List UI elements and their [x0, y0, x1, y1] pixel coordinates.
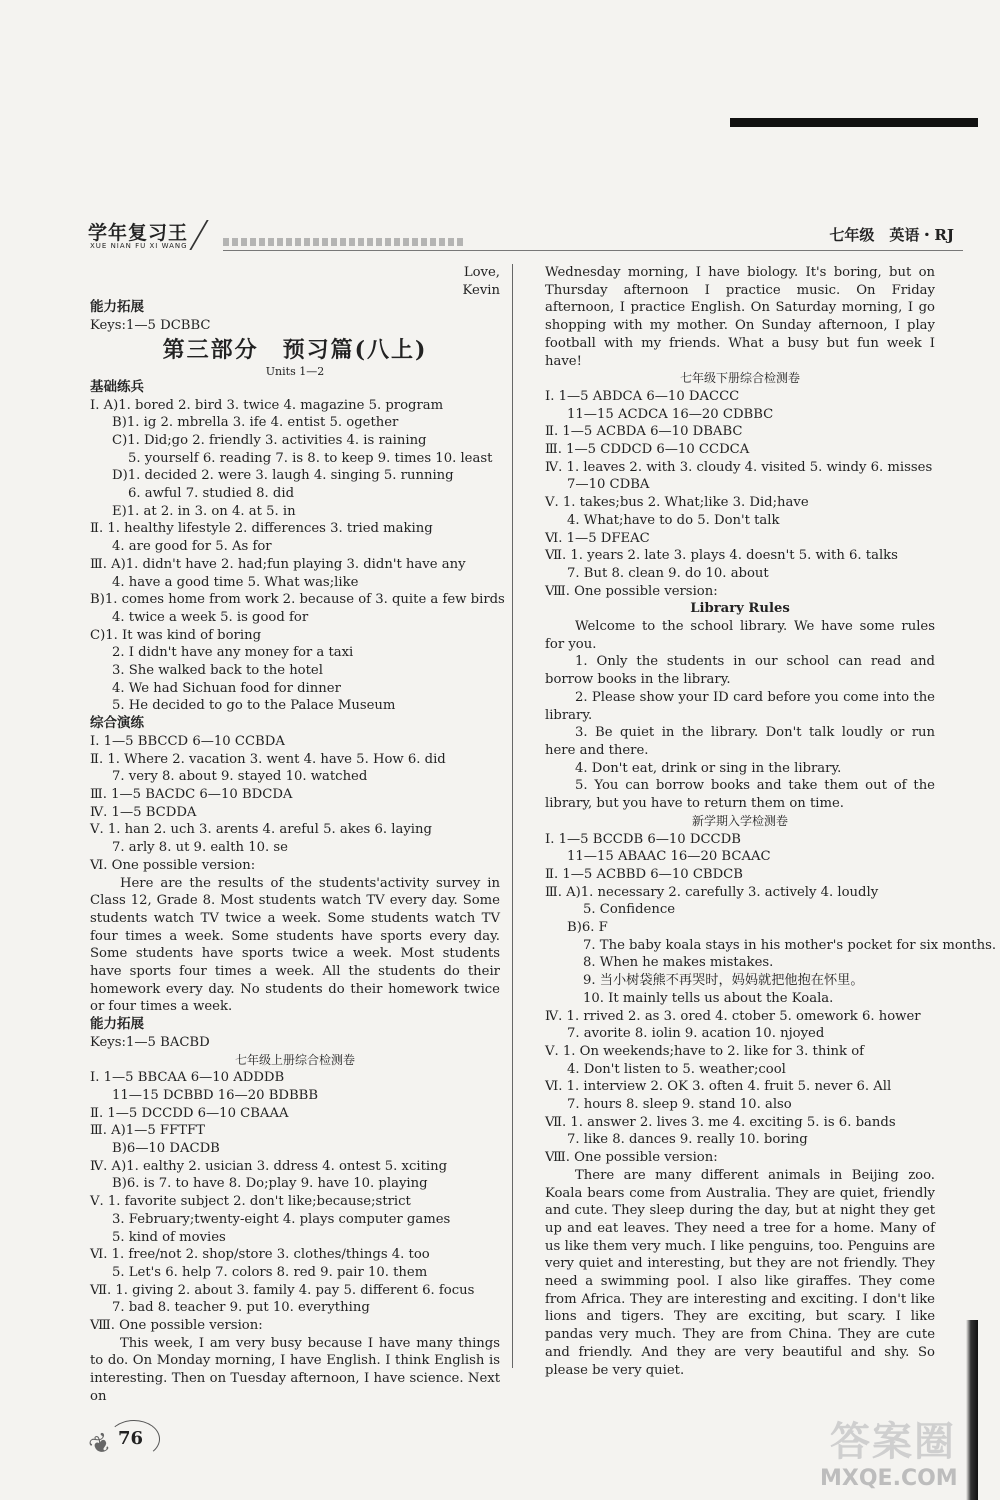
- answer-line: 6. awful 7. studied 8. did: [128, 486, 295, 502]
- site-watermark: [820, 1410, 990, 1495]
- answer-line: Ⅱ. 1—5 ACBDA 6—10 DBABC: [545, 424, 743, 440]
- answer-line: 7. But 8. clean 9. do 10. about: [567, 565, 769, 581]
- answer-line: 3. She walked back to the hotel: [112, 663, 323, 679]
- answer-line: Ⅶ. 1. answer 2. lives 3. me 4. exciting 5. is 6. bands: [545, 1114, 896, 1130]
- essay-paragraph: Welcome to the school library. We have some rules for you.: [545, 619, 935, 652]
- essay-paragraph: 3. Be quiet in the library. Don't talk loudly or run here and there.: [545, 725, 935, 758]
- grade-subject-label: 七年级 英语・RJ: [829, 226, 954, 244]
- page-number-badge: [83, 1420, 160, 1464]
- answer-line: C)1. It was kind of boring: [90, 627, 262, 643]
- answer-line: 11—15 DCBBD 16—20 BDBBB: [112, 1087, 319, 1103]
- page-header: [88, 218, 966, 252]
- answer-line: 7—10 CDBA: [567, 477, 650, 493]
- answer-line: 7. avorite 8. iolin 9. acation 10. njoyed: [567, 1026, 825, 1042]
- answer-line: 7. The baby koala stays in his mother's pocket for six months.: [583, 937, 997, 953]
- answer-line: B)6. F: [567, 920, 608, 936]
- answer-line: 4. have a good time 5. What was;like: [112, 574, 359, 590]
- answer-line: Ⅰ. 1—5 ABDCA 6—10 DACCC: [545, 388, 740, 404]
- section-heading: 综合演练: [90, 715, 144, 732]
- answer-line: B)1. comes home from work 2. because of 3. quite a few birds: [90, 592, 505, 608]
- answer-line: 3. February;twenty-eight 4. plays computer games: [112, 1211, 451, 1227]
- left-answer-column: [90, 264, 505, 1406]
- leaf-icon: ❦: [83, 1426, 118, 1464]
- answer-line: Ⅶ. 1. years 2. late 3. plays 4. doesn't 5. with 6. talks: [545, 548, 898, 564]
- answer-line: Ⅲ. 1—5 BACDC 6—10 BDCDA: [90, 786, 293, 802]
- watermark-logo-text: 答案圈: [830, 1419, 956, 1465]
- section-heading: 基础练兵: [90, 378, 144, 395]
- answer-line: 8. When he makes mistakes.: [583, 955, 774, 971]
- answer-line: Ⅰ. 1—5 BBCCD 6—10 CCBDA: [90, 733, 285, 749]
- answer-line: Ⅴ. 1. favorite subject 2. don't like;because;strict: [90, 1194, 411, 1210]
- page-number: 76: [118, 1428, 144, 1449]
- test-title: 新学期入学检测卷: [691, 813, 788, 828]
- essay-paragraph: 2. Please show your ID card before you come into the library.: [545, 689, 935, 723]
- answer-line: 4. Don't listen to 5. weather;cool: [567, 1061, 786, 1077]
- page-edge-shadow: [966, 1320, 978, 1500]
- answer-line: Ⅰ. 1—5 BBCAA 6—10 ADDDB: [90, 1070, 285, 1086]
- book-logo: 学年复习王: [88, 222, 189, 244]
- answer-line: 4. are good for 5. As for: [112, 539, 272, 555]
- answer-line: 7. like 8. dances 9. really 10. boring: [567, 1132, 808, 1148]
- essay-paragraph: 1. Only the students in our school can read and borrow books in the library.: [545, 654, 935, 688]
- answer-line: Ⅲ. 1—5 CDDCD 6—10 CCDCA: [545, 442, 750, 458]
- answer-line: 10. It mainly tells us about the Koala.: [583, 990, 834, 1006]
- answer-line: Ⅶ. 1. giving 2. about 3. family 4. pay 5. different 6. focus: [90, 1282, 475, 1298]
- answer-line: E)1. at 2. in 3. on 4. at 5. in: [112, 503, 296, 519]
- answer-line: 7. arly 8. ut 9. ealth 10. se: [112, 840, 288, 856]
- answer-line: D)1. decided 2. were 3. laugh 4. singing 5. running: [112, 468, 454, 484]
- answer-line: 5. Confidence: [583, 902, 676, 918]
- answer-line: Ⅵ. 1. interview 2. OK 3. often 4. fruit 5. never 6. All: [545, 1079, 892, 1095]
- top-edge-bar: [730, 118, 978, 127]
- answer-line: 9. 当小树袋熊不再哭时，妈妈就把他抱在怀里。: [583, 973, 864, 989]
- answer-line: B)6—10 DACDB: [112, 1141, 220, 1157]
- letter-signoff: Love,: [463, 265, 500, 280]
- test-title: 七年级下册综合检测卷: [679, 371, 800, 386]
- answer-line: Ⅱ. 1—5 DCCDD 6—10 CBAAA: [90, 1105, 289, 1121]
- answer-line: 7. very 8. about 9. stayed 10. watched: [112, 769, 368, 785]
- answer-line: 11—15 ABAAC 16—20 BCAAC: [567, 849, 771, 865]
- answer-line: Keys:1—5 DCBBC: [90, 318, 211, 334]
- answer-line: Ⅴ. 1. han 2. uch 3. arents 4. areful 5. akes 6. laying: [90, 822, 432, 838]
- units-subtitle: Units 1—2: [265, 364, 325, 378]
- answer-line: Ⅷ. One possible version:: [545, 1150, 718, 1166]
- answer-line: C)1. Did;go 2. friendly 3. activities 4. is raining: [112, 432, 427, 448]
- answer-line: 4. twice a week 5. is good for: [112, 609, 309, 625]
- answer-line: Ⅰ. 1—5 BCCDB 6—10 DCCDB: [545, 831, 741, 847]
- answer-line: 5. kind of movies: [112, 1229, 226, 1245]
- answer-line: Ⅳ. 1—5 BCDDA: [90, 804, 197, 820]
- answer-line: Ⅵ. 1. free/not 2. shop/store 3. clothes/things 4. too: [90, 1247, 430, 1263]
- answer-line: B)6. is 7. to have 8. Do;play 9. have 10. playing: [112, 1176, 428, 1192]
- letter-signoff: Kevin: [462, 282, 500, 298]
- answer-line: Ⅲ. A)1. didn't have 2. had;fun playing 3. didn't have any: [90, 556, 466, 572]
- answer-line: 7. bad 8. teacher 9. put 10. everything: [112, 1300, 370, 1316]
- answer-line: Ⅳ. 1. rrived 2. as 3. ored 4. ctober 5. omework 6. hower: [545, 1008, 921, 1024]
- section-heading: 能力拓展: [90, 299, 144, 316]
- answer-line: Ⅰ. A)1. bored 2. bird 3. twice 4. magazine 5. program: [90, 397, 444, 413]
- answer-line: Ⅱ. 1. Where 2. vacation 3. went 4. have 5. How 6. did: [90, 751, 446, 767]
- column-divider: [512, 264, 513, 1368]
- answer-line: Ⅳ. A)1. ealthy 2. usician 3. ddress 4. ontest 5. xciting: [90, 1158, 448, 1174]
- section-heading: 能力拓展: [90, 1016, 144, 1033]
- answer-line: 5. Let's 6. help 7. colors 8. red 9. pair 10. them: [112, 1264, 428, 1280]
- logo-slash-decoration: [189, 220, 208, 250]
- answer-line: 5. He decided to go to the Palace Museum: [112, 698, 396, 714]
- answer-line: Ⅷ. One possible version:: [90, 1318, 263, 1334]
- watermark-url: MXQE.COM: [820, 1466, 958, 1491]
- answer-line: Ⅵ. One possible version:: [90, 857, 256, 873]
- essay-paragraph: This week, I am very busy because I have many things to do. On Monday morning, I have English. I think English is interesting. Then on Tuesday afternoon, I have science. Next on: [90, 1335, 500, 1404]
- essay-paragraph: Here are the results of the students'activity survey in Class 12, Grade 8. Most students watch TV every day. Some students watch TV twice a week. Some students watch TV four times a week. Some students have sports every day. Some students have sports twice a week. Most students have sports four times a week. All the students do their homework every day. No students do their homework twice or four times a week.: [90, 875, 500, 1015]
- answer-line: 7. hours 8. sleep 9. stand 10. also: [567, 1097, 792, 1113]
- essay-paragraph: Wednesday morning, I have biology. It's boring, but on Thursday afternoon I practice music. On Friday afternoon, I practice English. On Saturday morning, I go shopping with my mother. On Sunday afternoon, I play football with my friends. What a busy but fun week I have!: [545, 265, 935, 369]
- essay-paragraph: 5. You can borrow books and take them out of the library, but you have to return them on time.: [545, 778, 935, 812]
- answer-line: 11—15 ACDCA 16—20 CDBBC: [567, 406, 774, 422]
- answer-line: Ⅲ. A)1—5 FFTFT: [90, 1123, 205, 1139]
- answer-line: Ⅱ. 1—5 ACBBD 6—10 CBDCB: [545, 866, 743, 882]
- answer-line: Ⅵ. 1—5 DFEAC: [545, 530, 650, 546]
- essay-paragraph: There are many different animals in Beijing zoo. Koala bears come from Australia. They are quiet, friendly and cute. They sleep during the day, but at night they get up and eat leaves. They need a tree for a home. Many of us like them very much. I like penguins, too. Penguins are very quiet and interesting, but they are not friendly. They need a swimming pool. I also like giraffes. They come from Africa. They are interesting and exciting. I don't like lions and tigers. They are exciting, but scary. I like pandas very much. They are from China. They are cute and friendly. And they are very beautiful and shy. So please be very quiet.: [545, 1167, 935, 1378]
- header-dots-decoration: [223, 238, 463, 246]
- answer-line: B)1. ig 2. mbrella 3. ife 4. entist 5. ogether: [112, 415, 399, 431]
- answer-line: 5. yourself 6. reading 7. is 8. to keep 9. times 10. least: [128, 450, 493, 466]
- answer-line: 4. We had Sichuan food for dinner: [112, 680, 341, 696]
- header-rule: [223, 250, 963, 251]
- answer-line: Ⅴ. 1. takes;bus 2. What;like 3. Did;have: [545, 495, 809, 511]
- part-title: 第三部分 预习篇(八上): [162, 336, 428, 363]
- right-answer-column: [545, 264, 997, 1379]
- answer-line: Keys:1—5 BACBD: [90, 1034, 210, 1050]
- answer-line: Ⅴ. 1. On weekends;have to 2. like for 3. think of: [545, 1043, 865, 1059]
- answer-line: Ⅱ. 1. healthy lifestyle 2. differences 3. tried making: [90, 521, 433, 537]
- answer-line: Ⅷ. One possible version:: [545, 583, 718, 599]
- answer-line: 2. I didn't have any money for a taxi: [112, 645, 354, 661]
- answer-line: Ⅲ. A)1. necessary 2. carefully 3. actively 4. loudly: [545, 884, 879, 900]
- answer-line: Ⅳ. 1. leaves 2. with 3. cloudy 4. visited 5. windy 6. misses: [545, 459, 933, 475]
- essay-paragraph: 4. Don't eat, drink or sing in the library.: [575, 760, 842, 776]
- essay-title: Library Rules: [690, 601, 790, 617]
- book-logo-pinyin: XUE NIAN FU XI WANG: [90, 242, 188, 250]
- test-title: 七年级上册综合检测卷: [234, 1052, 355, 1067]
- answer-line: 4. What;have to do 5. Don't talk: [567, 512, 780, 528]
